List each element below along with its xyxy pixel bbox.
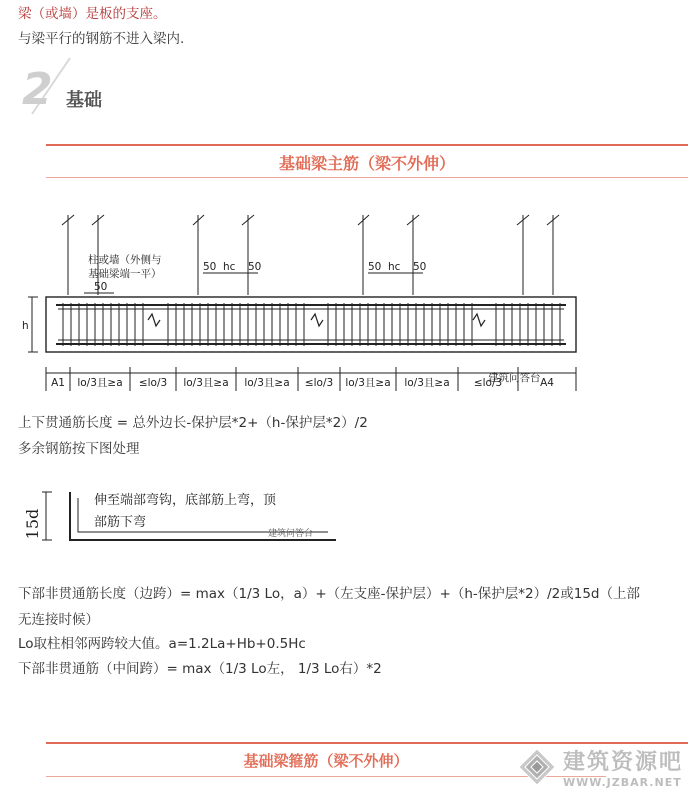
intro-line-1: 梁（或墙）是板的支座。	[18, 6, 167, 22]
dim-50-d: 50	[413, 261, 427, 273]
foundation-beam-diagram	[18, 205, 578, 400]
text2-line3: Lo取柱相邻两跨较大值。a=1.2La+Hb+0.5Hc	[18, 636, 306, 652]
text2-line2: 无连接时候）	[18, 612, 99, 628]
span-label: ≤lo/3	[304, 377, 334, 389]
text1-line2: 多余钢筋按下图处理	[18, 441, 140, 457]
dim-15d: 15d	[23, 508, 42, 540]
cube-logo-icon	[517, 747, 557, 787]
span-label: lo/3且≥a	[404, 377, 450, 389]
span-label: A4	[540, 377, 554, 389]
site-watermark	[517, 745, 683, 789]
hook-note-1: 伸至端部弯钩，底部筋上弯，顶	[94, 493, 277, 508]
section-number: 2	[22, 64, 53, 115]
subsection-title: 基础梁主筋（梁不外伸）	[278, 154, 455, 173]
span-label: lo/3且≥a	[345, 377, 391, 389]
hook-diagram	[18, 484, 358, 554]
dim-50-a: 50	[203, 261, 217, 273]
section-title: 基础	[66, 90, 102, 111]
span-label: ≤lo/3	[473, 377, 503, 389]
dim-h: h	[22, 320, 29, 332]
text2-line4: 下部非贯通筋（中间跨）= max（1/3 Lo左， 1/3 Lo右）*2	[18, 661, 382, 677]
subsection2-rule-top	[46, 742, 688, 744]
dim-50-b: 50	[248, 261, 262, 273]
subsection-rule-bottom	[46, 177, 688, 178]
annotation-line-2: 基础梁端一平）	[88, 268, 162, 280]
span-label: ≤lo/3	[138, 377, 168, 389]
span-label: lo/3且≥a	[183, 377, 229, 389]
dim-hc-b: hc	[388, 261, 401, 273]
dim-50-c: 50	[368, 261, 382, 273]
span-label: lo/3且≥a	[77, 377, 123, 389]
intro-line-2: 与梁平行的钢筋不进入梁内.	[18, 31, 185, 47]
annotation-line-1: 柱或墙（外侧与	[88, 254, 162, 266]
dim-50-left: 50	[94, 281, 108, 293]
dim-hc-a: hc	[223, 261, 236, 273]
watermark-en: WWW.JZBAR.NET	[562, 776, 682, 789]
span-label: lo/3且≥a	[244, 377, 290, 389]
text1-line1: 上下贯通筋长度 = 总外边长-保护层*2+（h-保护层*2）/2	[18, 415, 368, 431]
text2-line1: 下部非贯通筋长度（边跨）= max（1/3 Lo，a）+（左支座-保护层）+（h-保护层*2）/2或15d（上部	[18, 586, 640, 602]
span-label: A1	[51, 377, 65, 389]
watermark-cn: 建筑资源吧	[562, 750, 683, 775]
hook-note-2: 部筋下弯	[94, 515, 147, 530]
subsection2-title: 基础梁箍筋（梁不外伸）	[243, 752, 409, 770]
diagram1-wechat-label: 建筑问答台	[488, 372, 541, 384]
diagram2-wechat-label: 建筑问答台	[268, 529, 314, 539]
subsection-rule-top	[46, 144, 688, 146]
